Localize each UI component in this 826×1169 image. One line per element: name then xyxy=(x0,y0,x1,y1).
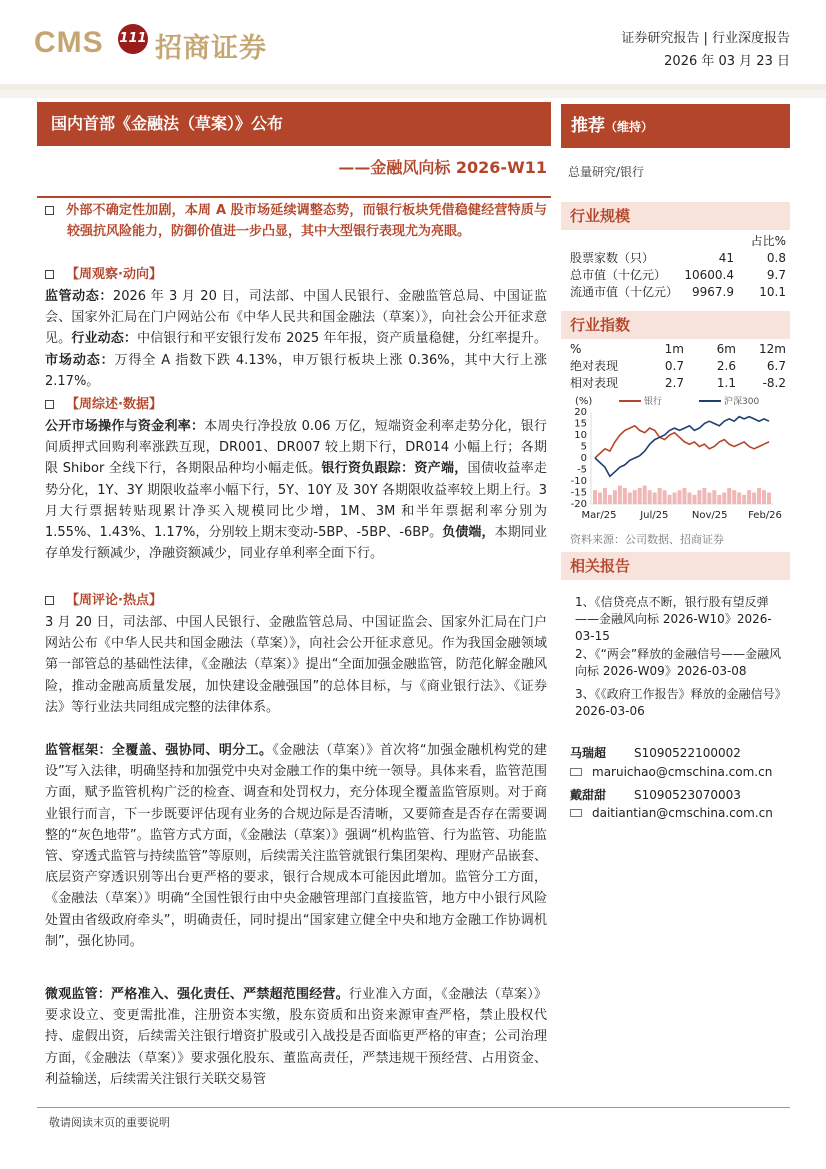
chart-bar xyxy=(727,488,731,504)
section-related-reports: 相关报告 xyxy=(561,552,790,580)
chart-bar xyxy=(747,490,751,504)
chart-bar xyxy=(682,488,686,504)
key-phrase: 负债端， xyxy=(442,525,495,541)
section-title: 【周综述·数据】 xyxy=(66,397,162,412)
body-text: 万得全 A 指数下跌 4.13%，申万银行板块上涨 0.36%，其中大行上涨 2.17%。 xyxy=(45,352,547,389)
analyst-name: 马瑞超 xyxy=(570,746,607,760)
chart-bar xyxy=(707,493,711,505)
related-item[interactable]: 3、《《政府工作报告》释放的金融信号》2026-03-06 xyxy=(575,687,781,718)
paragraph-micro xyxy=(45,984,547,1090)
y-tick-label: 0 xyxy=(580,453,587,464)
scale-header-pct: 占比% xyxy=(750,234,786,248)
chart-bar xyxy=(608,495,612,504)
chart-bar xyxy=(658,488,662,504)
chart-bar xyxy=(628,493,632,505)
body-text: 中信银行和平安银行发布 2025 年年报，资产质量稳健，分红率提升。 xyxy=(137,331,547,347)
analyst-id: S1090523070003 xyxy=(634,788,741,802)
checkbox-bullet-icon xyxy=(45,206,54,215)
section-title: 【周评论·热点】 xyxy=(66,593,162,608)
chart-bar xyxy=(663,490,667,504)
chart-bar xyxy=(593,490,597,504)
y-tick-label: -10 xyxy=(570,476,587,487)
key-phrase: 监管框架：全覆盖、强协同、明分工。 xyxy=(45,743,273,758)
analyst-1 xyxy=(570,744,741,761)
footer-note: 敬请阅读末页的重要说明 xyxy=(49,1116,170,1129)
chart-bar xyxy=(603,488,607,504)
chart-bar xyxy=(717,495,721,504)
chart-bar xyxy=(598,493,602,505)
table-row: 绝对表现 0.7 2.6 6.7 xyxy=(570,358,786,373)
table-row: 总市值（十亿元） 10600.4 9.7 xyxy=(570,267,786,282)
x-tick-label: Feb/26 xyxy=(748,510,782,521)
y-tick-label: -15 xyxy=(570,487,587,499)
analyst-email[interactable]: daitiantian@cmschina.com.cn xyxy=(592,806,773,820)
y-tick-label: 20 xyxy=(574,407,587,418)
summary-block xyxy=(45,200,547,242)
mail-icon xyxy=(570,768,582,776)
body-text: 2026 年 3 月 20 日，司法部、中国人民银行、金融监管总局、中国证监会、国家外汇局在门户网站公布《中华人民共和国金融法（草案）》，向社会公开征求意见。 xyxy=(45,289,547,347)
body-text: 3 月 20 日，司法部、中国人民银行、金融监管总局、中国证监会、国家外汇局在门户网站公布《中华人民共和国金融法（草案）》，向社会公开征求意见。作为我国金融领域第一部管总的基础性法律，《金融法（草案）》提出“全面加强金融监管，防范化解金融风险，推动金融高质量发展，加快建设金融强国”的总体目标，与《商业银行法》、《证券法》等行业法共同组成完整的法律体系。 xyxy=(45,615,547,715)
chart-bar xyxy=(623,488,627,504)
index-table xyxy=(570,340,786,391)
chart-bar xyxy=(618,486,622,504)
table-row: 流通市值（十亿元） 9967.9 10.1 xyxy=(570,284,786,299)
analyst-2-email-row xyxy=(570,806,773,820)
footer-divider xyxy=(37,1107,790,1108)
series-line xyxy=(595,417,769,477)
section-industry-scale: 行业规模 xyxy=(561,202,790,230)
report-title: 国内首部《金融法（草案）》公布 xyxy=(37,102,551,146)
report-category: 证券研究报告 | 行业深度报告 xyxy=(621,31,790,46)
chart-bar xyxy=(752,493,756,505)
chart-bar xyxy=(712,490,716,504)
key-phrase: 监管动态： xyxy=(45,289,113,304)
section-title: 【周观察·动向】 xyxy=(66,267,162,282)
related-item[interactable]: 2、《“两会”释放的金融信号——金融风向标 2026-W09》2026-03-08 xyxy=(575,647,782,678)
chart-bar xyxy=(742,495,746,504)
chart-bar xyxy=(737,493,741,505)
summary-text: 外部不确定性加剧，本周 A 股市场延续调整态势，而银行板块凭借稳健经营特质与较强抗风险能力，防御价值进一步凸显，其中大型银行表现尤为亮眼。 xyxy=(66,203,547,240)
chart-bar xyxy=(673,493,677,505)
y-axis-label: (%) xyxy=(575,396,593,407)
chart-bar xyxy=(702,488,706,504)
y-tick-label: 10 xyxy=(574,430,587,441)
chart-bar xyxy=(633,490,637,504)
body-text: 行业准入方面，《金融法（草案）》要求设立、变更需批准，注册资本实缴，股东资质和出资来源审查严格，禁止股权代持、虚假出资，后续需关注银行增资扩股或引入战投是否面临更严格的审查；公司治理方面，《金融法（草案）》要求强化股东、董监高责任，严禁违规干预经营、占用资金、利益输送，后续需关注银行关联交易管 xyxy=(45,987,547,1087)
chart-bar xyxy=(648,490,652,504)
section-industry-index: 行业指数 xyxy=(561,311,790,339)
chart-bar xyxy=(687,493,691,505)
analyst-email[interactable]: maruichao@cmschina.com.cn xyxy=(592,765,773,779)
chart-bar xyxy=(697,490,701,504)
logo-company-name: 招商证券 xyxy=(155,33,267,64)
body-text: 《金融法（草案）》首次将“加强金融机构党的建设”写入法律，明确坚持和加强党中央对金融工作的集中统一领导。具体来看，监管范围方面，赋予监管机构广泛的检查、调查和处罚权力，充分体现全覆盖监管原则。对于商业银行而言，下一步既要评估现有业务的合规边际是否清晰，又要筛查是否存在需要调整的“灰色地带”。监管方式方面，《金融法（草案）》强调“机构监管、行为监管、功能监管、穿透式监管与持续监管”等原则，后续需关注监管就银行集团架构、理财产品嵌套、底层资产穿透识别等出台更严格的要求，银行合规成本可能因此增加。监管分工方面，《金融法（草案）》明确“全国性银行由中央金融管理部门直接监管，地方中小银行风险处置由省级政府牵头”，明确责任，同时提出“国家建立健全中央和地方金融工作协调机制”，强化协同。 xyxy=(45,743,547,949)
chart-bar xyxy=(613,490,617,504)
checkbox-bullet-icon xyxy=(45,400,54,409)
y-tick-label: -5 xyxy=(577,464,587,476)
rating-bar xyxy=(561,104,790,148)
chart-bar xyxy=(643,486,647,504)
related-item[interactable]: 1、《信贷亮点不断，银行股有望反弹——金融风向标 2026-W10》2026-03-15 xyxy=(575,595,772,643)
legend-label: 银行 xyxy=(644,397,663,407)
chart-bar xyxy=(757,488,761,504)
checkbox-bullet-icon xyxy=(45,596,54,605)
paragraph-framework xyxy=(45,740,547,952)
chart-bar xyxy=(767,493,771,505)
rating-category: 总量研究/银行 xyxy=(568,165,645,179)
title-divider xyxy=(37,196,551,198)
rating-status: （维持） xyxy=(605,120,654,134)
series-line xyxy=(595,426,769,458)
key-phrase: 银行资负跟踪：资产端， xyxy=(321,461,468,477)
section-data-heading xyxy=(45,394,547,415)
y-tick-label: 15 xyxy=(574,418,587,430)
chart-bar xyxy=(762,490,766,504)
chart-bar xyxy=(722,493,726,505)
y-tick-label: -20 xyxy=(570,499,587,510)
rating-label: 推荐 xyxy=(571,116,605,136)
key-phrase: 行业动态： xyxy=(71,331,138,347)
chart-bar xyxy=(653,493,657,505)
report-subtitle: ——金融风向标 2026-W11 xyxy=(338,158,547,177)
section-comment-heading xyxy=(45,590,547,611)
analyst-1-email-row xyxy=(570,765,772,779)
key-phrase: 公开市场操作与资金利率： xyxy=(45,419,205,434)
chart-bar xyxy=(732,490,736,504)
analyst-name: 戴甜甜 xyxy=(570,788,607,802)
x-tick-label: Jul/25 xyxy=(640,510,669,521)
analyst-id: S1090522100002 xyxy=(634,746,741,760)
paragraph-data xyxy=(45,416,547,564)
chart-bar xyxy=(692,495,696,504)
y-tick-label: 5 xyxy=(580,441,587,453)
header-band-light xyxy=(0,90,826,98)
chart-source: 资料来源：公司数据、招商证券 xyxy=(570,533,724,546)
checkbox-bullet-icon xyxy=(45,270,54,279)
report-date: 2026 年 03 月 23 日 xyxy=(664,54,790,69)
key-phrase: 微观监管：严格准入、强化责任、严禁超范围经营。 xyxy=(45,987,349,1002)
paragraph-observe xyxy=(45,286,547,392)
x-tick-label: Mar/25 xyxy=(581,510,617,521)
table-row: 相对表现 2.7 1.1 -8.2 xyxy=(570,375,786,390)
paragraph-comment xyxy=(45,612,547,718)
table-header-row: % 1m 6m 12m xyxy=(570,341,786,356)
logo-cms: CMS xyxy=(34,26,104,59)
x-tick-label: Nov/25 xyxy=(691,510,728,521)
analyst-2 xyxy=(570,786,741,803)
body-text: 本期同业存单发行额减少，净融资额减少，同业存单利率全面下行。 xyxy=(45,525,547,562)
logo-mark-icon: 111 xyxy=(118,24,148,54)
index-chart xyxy=(561,392,790,528)
mail-icon xyxy=(570,809,582,817)
body-text: 国债收益率走势分化，1Y、3Y 期限收益率小幅下行，5Y、10Y 及 30Y 各期限收益率较上期上行。3 月大行票据转贴现累计净买入规模同比少增，1M、3M 和半年票据利率分别为 1.55%、1.43%、1.17%，分别较上期末变动-5BP、-5BP、-6BP。 xyxy=(45,461,547,541)
key-phrase: 市场动态： xyxy=(45,352,115,368)
scale-table xyxy=(570,232,786,300)
chart-bar xyxy=(668,495,672,504)
legend-label: 沪深300 xyxy=(724,397,760,407)
table-row: 股票家数（只） 41 0.8 xyxy=(570,250,786,265)
section-observe-heading xyxy=(45,264,547,285)
body-text: 本周央行净投放 0.06 万亿，短端资金利率走势分化，银行间质押式回购利率涨跌互现，DR001、DR007 较上期下行，DR014 小幅上行；各期限 Shibor 全线下行，各期限品种均小幅走低。 xyxy=(45,419,547,477)
chart-bar xyxy=(638,488,642,504)
chart-bar xyxy=(678,490,682,504)
